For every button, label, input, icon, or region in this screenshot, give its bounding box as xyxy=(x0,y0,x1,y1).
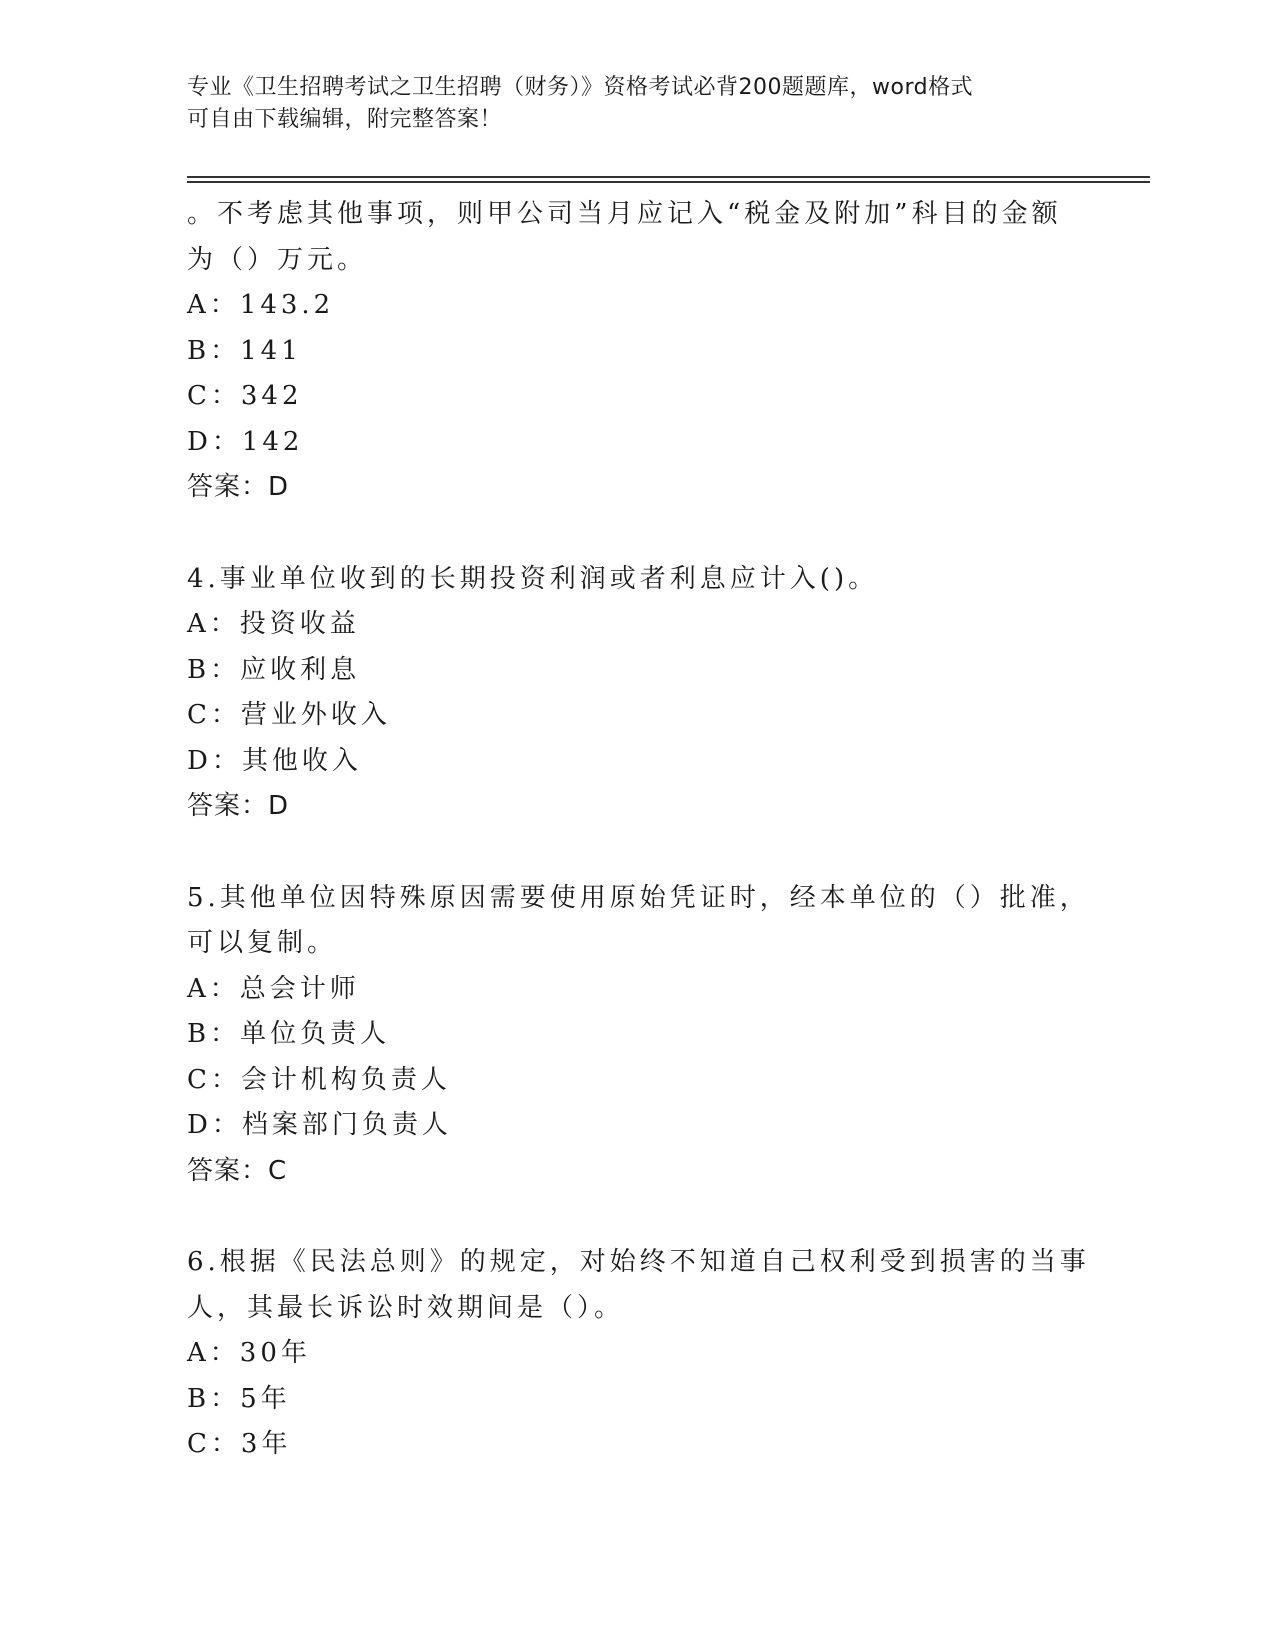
question-4 xyxy=(187,557,1087,830)
option-b: B：141 xyxy=(187,335,302,366)
option-c: C：3年 xyxy=(187,1429,292,1459)
option-d: D：档案部门负责人 xyxy=(187,1110,452,1140)
header-title-line-1: 专业《卫生招聘考试之卫生招聘（财务）》资格考试必背200题题库，word格式 xyxy=(187,75,974,100)
option-d: D：其他收入 xyxy=(187,745,362,776)
option-a: A：总会计师 xyxy=(187,973,360,1004)
answer: 答案：D xyxy=(187,472,290,502)
question-text: 为（）万元。 xyxy=(187,244,368,275)
option-d: D：142 xyxy=(187,426,304,457)
question-text: 4.事业单位收到的长期投资利润或者利息应计入()。 xyxy=(187,563,879,594)
header-divider-top xyxy=(187,176,1150,178)
header-divider-bottom xyxy=(187,181,1150,183)
question-6 xyxy=(187,1240,1090,1468)
header-title-line-2: 可自由下载编辑，附完整答案！ xyxy=(187,107,503,132)
question-text: 6.根据《民法总则》的规定，对始终不知道自己权利受到损害的当事 xyxy=(187,1247,1090,1277)
option-c: C：会计机构负责人 xyxy=(187,1064,451,1095)
question-text: 人，其最长诉讼时效期间是（）。 xyxy=(187,1292,625,1323)
option-b: B：5年 xyxy=(187,1383,291,1414)
option-b: B：应收利息 xyxy=(187,654,361,685)
option-c: C：营业外收入 xyxy=(187,700,391,730)
document-header xyxy=(187,72,1087,136)
option-b: B：单位负责人 xyxy=(187,1019,391,1049)
option-a: A：30年 xyxy=(187,1338,311,1368)
question-text: 可以复制。 xyxy=(187,928,338,958)
question-list xyxy=(187,192,1090,1468)
option-a: A：投资收益 xyxy=(187,609,360,639)
question-text: 5.其他单位因特殊原因需要使用原始凭证时，经本单位的（）批准， xyxy=(187,882,1090,913)
option-a: A：143.2 xyxy=(187,290,335,320)
question-5 xyxy=(187,876,1090,1195)
option-c: C：342 xyxy=(187,381,303,411)
question-text: 。不考虑其他事项，则甲公司当月应记入“税金及附加”科目的金额 xyxy=(187,199,1062,229)
answer: 答案：C xyxy=(187,1155,288,1186)
question-continued xyxy=(187,192,1087,511)
answer: 答案：D xyxy=(187,791,290,821)
